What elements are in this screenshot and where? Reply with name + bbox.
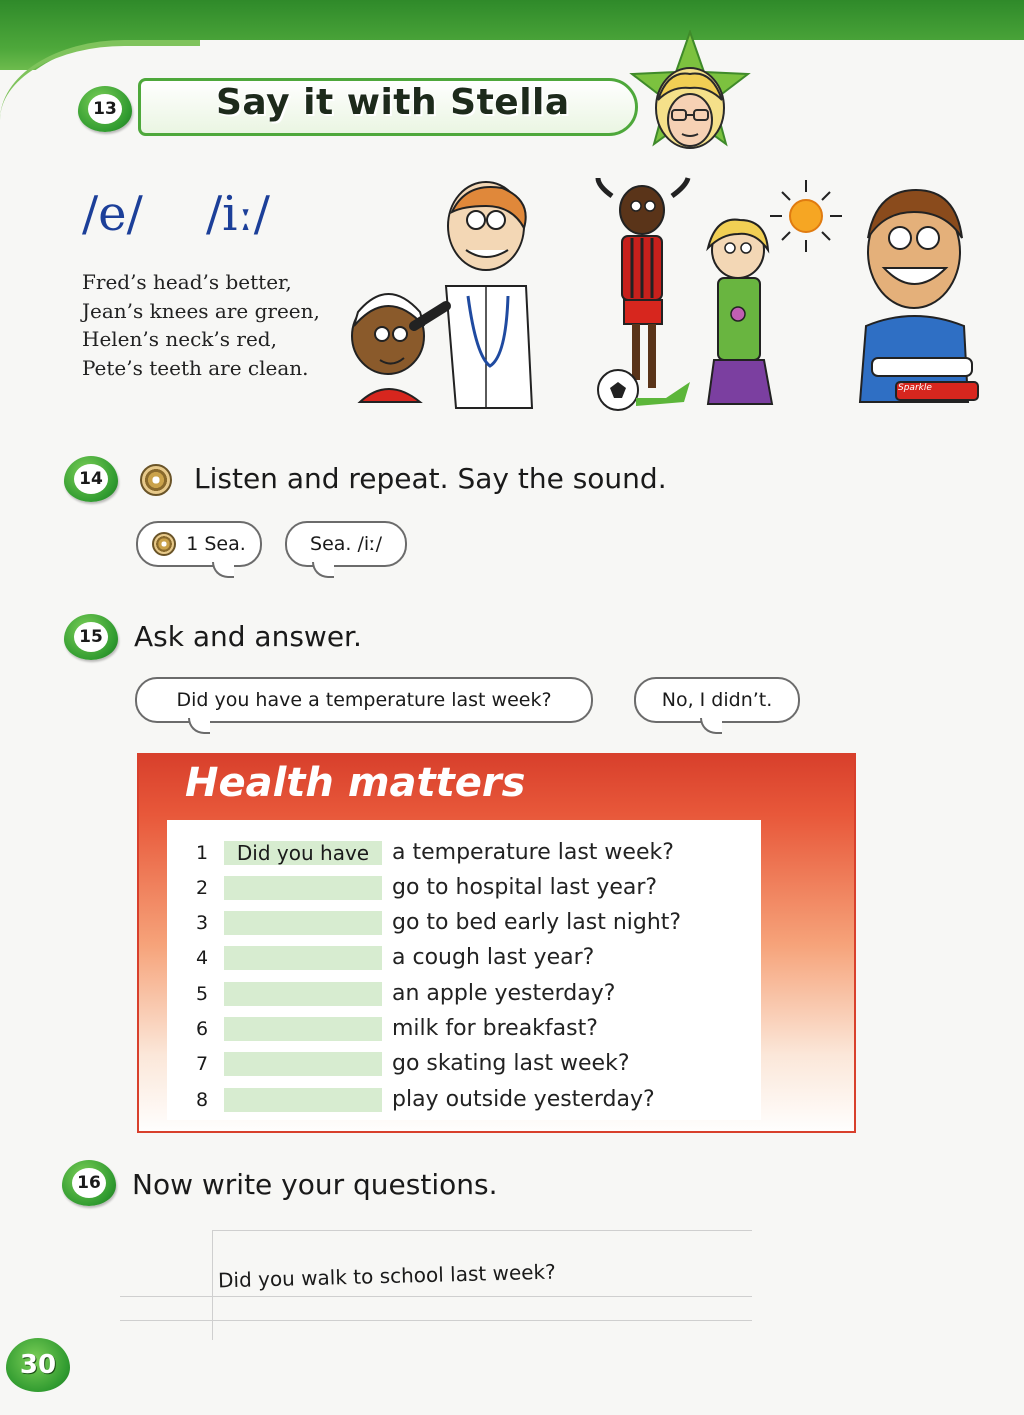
exercise-16-badge xyxy=(62,1160,116,1206)
table-row xyxy=(180,940,740,975)
example-question: Did you walk to school last week? xyxy=(217,1259,556,1293)
question-text: go to bed early last night? xyxy=(392,910,682,935)
characters-illustration xyxy=(336,176,986,416)
rhyme-line: Jean’s knees are green, xyxy=(82,298,320,323)
row-number: 5 xyxy=(195,982,209,1005)
row-number: 2 xyxy=(195,876,209,899)
exercise-number: 16 xyxy=(72,1168,106,1198)
answer-gap[interactable] xyxy=(224,982,382,1006)
bubble-text: No, I didn’t. xyxy=(661,689,773,711)
rhyme-line: Helen’s neck’s red, xyxy=(82,327,277,351)
writing-area[interactable] xyxy=(120,1230,752,1340)
exercise-number: 14 xyxy=(74,464,108,494)
row-number: 3 xyxy=(195,911,209,934)
row-number: 8 xyxy=(195,1088,209,1111)
table-row xyxy=(180,976,740,1011)
box-title: Health matters xyxy=(185,760,526,806)
answer-gap[interactable] xyxy=(224,911,382,935)
bubble-text: Did you have a temperature last week? xyxy=(176,689,552,711)
speech-bubble xyxy=(135,677,593,723)
exercise-15-badge xyxy=(64,614,118,660)
answer-gap[interactable] xyxy=(224,1088,382,1112)
bubble-text: 1 Sea. xyxy=(186,533,246,555)
audio-cd-icon[interactable] xyxy=(152,532,176,556)
table-row xyxy=(180,905,740,940)
exercise-number: 15 xyxy=(74,622,108,652)
answer-gap[interactable] xyxy=(224,876,382,900)
bubble-tail xyxy=(312,562,334,578)
toothpaste-label: Sparkle xyxy=(898,383,932,393)
row-number: 7 xyxy=(195,1052,209,1075)
instruction-text: Ask and answer. xyxy=(134,620,362,653)
question-text: a temperature last week? xyxy=(392,840,674,865)
row-number: 4 xyxy=(195,946,209,969)
phonetic-symbol-ii: /iː/ xyxy=(206,186,270,242)
table-row xyxy=(180,835,740,870)
question-text: go skating last week? xyxy=(392,1051,630,1076)
question-text: play outside yesterday? xyxy=(392,1087,655,1112)
bubble-tail xyxy=(212,562,234,578)
row-number: 6 xyxy=(195,1017,209,1040)
speech-bubble xyxy=(136,521,262,567)
bubble-tail xyxy=(188,718,210,734)
instruction-text: Now write your questions. xyxy=(132,1168,498,1201)
table-row xyxy=(180,1011,740,1046)
bubble-text: Sea. /iː/ xyxy=(310,533,382,555)
table-row xyxy=(180,1082,740,1117)
row-number: 1 xyxy=(195,841,209,864)
phonetic-symbol-e: /e/ xyxy=(82,186,143,242)
question-text: milk for breakfast? xyxy=(392,1016,598,1041)
exercise-14-badge xyxy=(64,456,118,502)
speech-bubble xyxy=(285,521,407,567)
stella-character-icon xyxy=(628,30,752,158)
speech-bubble xyxy=(634,677,800,723)
rhyme-text xyxy=(82,268,320,382)
question-text: a cough last year? xyxy=(392,945,595,970)
table-row xyxy=(180,870,740,905)
question-text: go to hospital last year? xyxy=(392,875,658,900)
answer-gap[interactable] xyxy=(224,946,382,970)
rhyme-line: Fred’s head’s better, xyxy=(82,270,292,294)
section-title: Say it with Stella xyxy=(216,82,570,123)
instruction-text: Listen and repeat. Say the sound. xyxy=(194,462,667,495)
exercise-13-badge xyxy=(78,86,132,132)
example-answer: Did you have xyxy=(224,841,382,865)
question-text: an apple yesterday? xyxy=(392,981,616,1006)
page-number: 30 xyxy=(6,1338,70,1392)
answer-gap[interactable] xyxy=(224,1017,382,1041)
exercise-number: 13 xyxy=(88,94,122,124)
bubble-tail xyxy=(700,718,722,734)
audio-cd-icon[interactable] xyxy=(140,464,172,496)
rhyme-line: Pete’s teeth are clean. xyxy=(82,355,309,380)
answer-gap[interactable] xyxy=(224,1052,382,1076)
table-row xyxy=(180,1046,740,1081)
